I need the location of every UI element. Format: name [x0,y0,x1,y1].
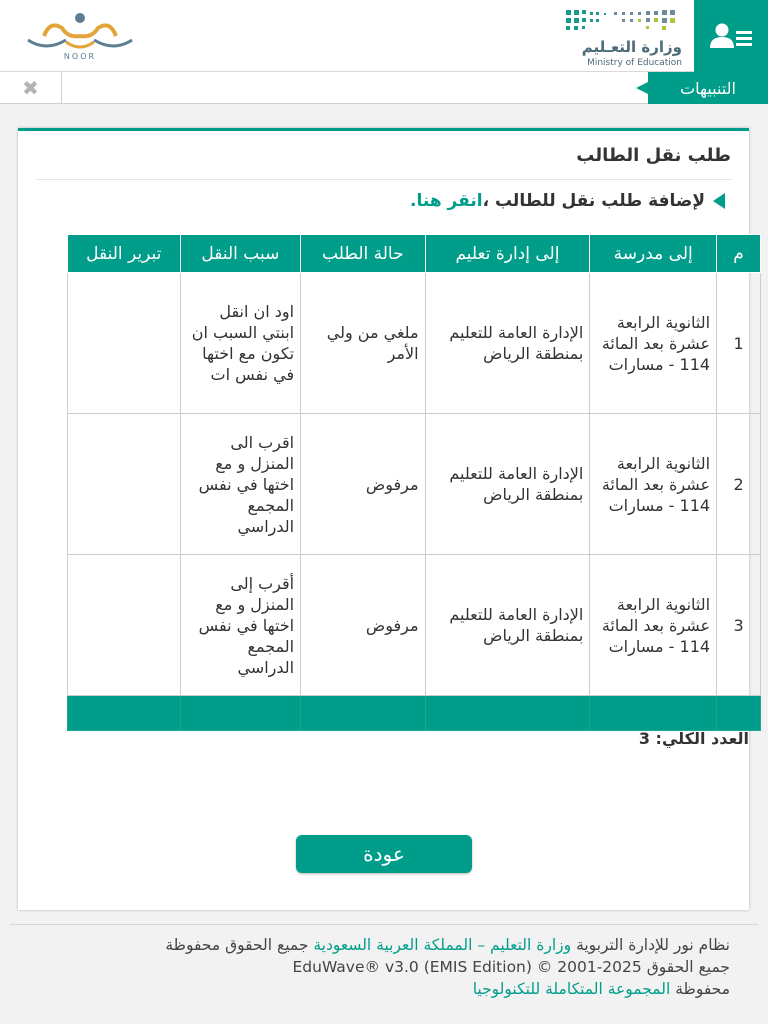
col-header-admin: إلى إدارة تعليم [425,235,590,273]
profile-menu-button[interactable] [694,0,768,72]
footer-cell [717,696,761,731]
footer-rights: جميع الحقوق محفوظة [165,936,309,954]
footer-line-3 [38,978,730,1000]
row-justification [68,555,181,696]
ministry-dots-icon [564,6,680,32]
footer-reserved: محفوظة [675,980,730,998]
page-footer [38,934,730,1000]
footer-line-2 [38,956,730,978]
row-admin: الإدارة العامة للتعليم بمنطقة الرياض [425,273,590,414]
total-count-label: العدد الكلي: 3 [638,729,749,748]
noor-logo-icon [22,6,138,54]
back-button[interactable]: عودة [296,835,472,873]
col-header-index: م [717,235,761,273]
close-icon[interactable]: ✖ [0,72,62,104]
ministry-title-ar: وزارة التعـليم [581,38,682,56]
row-justification [68,273,181,414]
table-row [68,273,761,414]
footer-system-name: نظام نور للإدارة التربوية [576,936,730,954]
footer-cell [590,696,717,731]
row-reason: اود ان انقل ابنتي السبب ان تكون مع اختها في نفس ات [180,273,301,414]
requests-table [67,234,761,731]
row-index: 2 [717,414,761,555]
row-justification [68,414,181,555]
row-reason: أقرب إلى المنزل و مع اختها في نفس المجمع الدراسي [180,555,301,696]
footer-line-1 [38,934,730,956]
ministry-title-en: Ministry of Education [587,58,682,68]
alerts-tab[interactable]: التنبيهات [648,72,768,104]
user-list-icon [709,22,753,50]
col-header-status: حالة الطلب [301,235,425,273]
footer-ministry-link[interactable]: وزارة التعليم – المملكة العربية السعودية [313,936,572,954]
footer-eduwave: جميع الحقوق EduWave® v3.0 (EMIS Edition) © 2001-2025 [292,958,730,976]
footer-cell [180,696,301,731]
caret-left-icon [713,193,725,209]
requests-table-container[interactable] [37,234,744,730]
footer-company-link[interactable]: المجموعة المتكاملة للتكنولوجيا [472,980,671,998]
alerts-bar [0,72,768,104]
footer-cell [301,696,425,731]
add-request-line [410,191,725,211]
row-reason: اقرب الى المنزل و مع اختها في نفس المجمع الدراسي [180,414,301,555]
row-status: مرفوض [301,414,425,555]
row-index: 1 [717,273,761,414]
col-header-school: إلى مدرسة [590,235,717,273]
noor-logo[interactable] [22,6,138,64]
ministry-logo [560,6,682,68]
add-request-text: لإضافة طلب نقل للطالب ، [482,191,705,211]
row-admin: الإدارة العامة للتعليم بمنطقة الرياض [425,414,590,555]
table-row [68,414,761,555]
table-footer-row [68,696,761,731]
table-row [68,555,761,696]
noor-caption: NOOR [63,52,97,61]
total-count [37,729,749,755]
table-header-row [68,235,761,273]
row-status: ملغي من ولي الأمر [301,273,425,414]
row-school: الثانوية الرابعة عشرة بعد المائة 114 - مسارات [590,414,717,555]
row-admin: الإدارة العامة للتعليم بمنطقة الرياض [425,555,590,696]
row-index: 3 [717,555,761,696]
footer-cell [68,696,181,731]
title-divider [36,179,731,180]
row-school: الثانوية الرابعة عشرة بعد المائة 114 - مسارات [590,555,717,696]
top-header [0,0,768,72]
transfer-request-panel [18,128,749,910]
col-header-reason: سبب النقل [180,235,301,273]
footer-cell [425,696,590,731]
footer-divider [10,924,758,925]
page-title: طلب نقل الطالب [576,145,731,166]
col-header-justification: تبرير النقل [68,235,181,273]
row-status: مرفوض [301,555,425,696]
row-school: الثانوية الرابعة عشرة بعد المائة 114 - مسارات [590,273,717,414]
add-request-link[interactable]: انقر هنا. [410,191,483,211]
